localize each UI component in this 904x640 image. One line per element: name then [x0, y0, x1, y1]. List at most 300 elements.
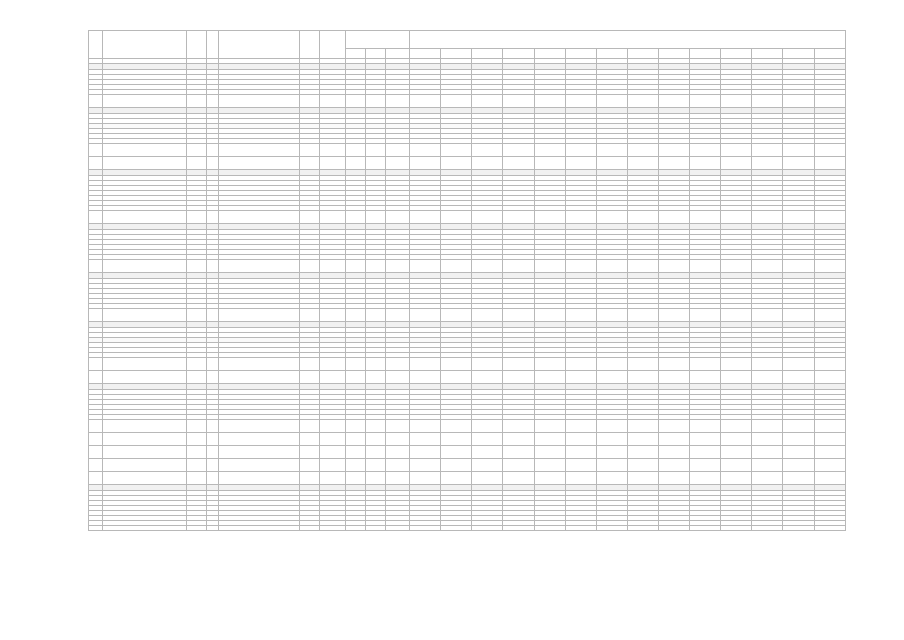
- table-cell: [187, 309, 207, 322]
- table-cell: [472, 95, 503, 108]
- table-cell: [690, 433, 721, 446]
- table-cell: [219, 420, 299, 433]
- table-cell: [503, 526, 534, 531]
- table-cell: [365, 526, 385, 531]
- header-subcell: [627, 49, 658, 59]
- table-cell: [721, 157, 752, 170]
- table-cell: [299, 472, 319, 485]
- table-cell: [814, 144, 845, 157]
- table-cell: [783, 459, 814, 472]
- table-cell: [319, 371, 345, 384]
- table-cell: [814, 526, 845, 531]
- table-cell: [783, 260, 814, 273]
- table-cell: [386, 472, 410, 485]
- table-cell: [345, 526, 365, 531]
- table-cell: [207, 358, 219, 371]
- table-cell: [207, 95, 219, 108]
- table-cell: [319, 358, 345, 371]
- table-cell: [219, 157, 299, 170]
- table-cell: [534, 211, 565, 224]
- table-cell: [207, 157, 219, 170]
- table-row: [89, 144, 846, 157]
- table-cell: [410, 157, 441, 170]
- table-cell: [441, 309, 472, 322]
- table-cell: [441, 260, 472, 273]
- header-subcell: [534, 49, 565, 59]
- table-cell: [365, 472, 385, 485]
- table-cell: [103, 433, 187, 446]
- table-cell: [386, 371, 410, 384]
- table-cell: [187, 157, 207, 170]
- table-cell: [783, 144, 814, 157]
- table-cell: [752, 446, 783, 459]
- table-row: [89, 371, 846, 384]
- table-cell: [783, 358, 814, 371]
- table-cell: [207, 446, 219, 459]
- table-cell: [659, 446, 690, 459]
- table-cell: [565, 144, 596, 157]
- header-subcell: [659, 49, 690, 59]
- table-cell: [503, 211, 534, 224]
- table-cell: [472, 526, 503, 531]
- table-cell: [503, 358, 534, 371]
- table-cell: [89, 95, 103, 108]
- table-cell: [659, 309, 690, 322]
- table-cell: [721, 309, 752, 322]
- table-cell: [565, 472, 596, 485]
- table-cell: [365, 358, 385, 371]
- table-cell: [365, 309, 385, 322]
- table-cell: [345, 144, 365, 157]
- table-cell: [721, 526, 752, 531]
- table-cell: [534, 157, 565, 170]
- table-cell: [89, 420, 103, 433]
- table-cell: [207, 526, 219, 531]
- table-row: [89, 526, 846, 531]
- table-cell: [503, 260, 534, 273]
- table-cell: [386, 433, 410, 446]
- table-cell: [721, 358, 752, 371]
- table-cell: [410, 211, 441, 224]
- table-cell: [441, 144, 472, 157]
- table-cell: [441, 371, 472, 384]
- table-cell: [659, 433, 690, 446]
- table-cell: [814, 472, 845, 485]
- table-cell: [472, 358, 503, 371]
- table-cell: [472, 472, 503, 485]
- table-cell: [690, 358, 721, 371]
- table-cell: [752, 309, 783, 322]
- table-row: [89, 446, 846, 459]
- table-cell: [721, 211, 752, 224]
- table-cell: [187, 260, 207, 273]
- table-cell: [565, 211, 596, 224]
- table-cell: [627, 371, 658, 384]
- table-row: [89, 459, 846, 472]
- table-cell: [410, 433, 441, 446]
- table-cell: [410, 260, 441, 273]
- table-cell: [187, 358, 207, 371]
- table-cell: [472, 433, 503, 446]
- table-cell: [345, 433, 365, 446]
- table-cell: [187, 526, 207, 531]
- table-cell: [386, 260, 410, 273]
- table-cell: [752, 95, 783, 108]
- table-cell: [472, 157, 503, 170]
- header-cell: [319, 31, 345, 59]
- table-cell: [219, 211, 299, 224]
- header-subcell: [386, 49, 410, 59]
- table-cell: [534, 472, 565, 485]
- table-cell: [783, 433, 814, 446]
- table-cell: [534, 433, 565, 446]
- table-cell: [89, 371, 103, 384]
- table-cell: [319, 433, 345, 446]
- table-cell: [386, 211, 410, 224]
- table-cell: [89, 157, 103, 170]
- table-cell: [345, 446, 365, 459]
- table-cell: [441, 526, 472, 531]
- table-cell: [565, 446, 596, 459]
- header-row: [89, 31, 846, 49]
- table-cell: [472, 260, 503, 273]
- table-cell: [441, 420, 472, 433]
- table-cell: [503, 420, 534, 433]
- table-cell: [565, 157, 596, 170]
- table-cell: [472, 446, 503, 459]
- table-cell: [89, 472, 103, 485]
- table-cell: [534, 446, 565, 459]
- table-cell: [410, 371, 441, 384]
- table-cell: [814, 211, 845, 224]
- header-subcell: [410, 49, 441, 59]
- table-cell: [814, 459, 845, 472]
- table-cell: [503, 95, 534, 108]
- header-subcell: [690, 49, 721, 59]
- table-cell: [659, 144, 690, 157]
- table-cell: [627, 144, 658, 157]
- table-cell: [534, 420, 565, 433]
- table-cell: [103, 358, 187, 371]
- indicators-table: [88, 30, 846, 531]
- table-cell: [596, 144, 627, 157]
- table-cell: [565, 358, 596, 371]
- table-cell: [472, 144, 503, 157]
- table-cell: [814, 309, 845, 322]
- table-cell: [503, 309, 534, 322]
- table-cell: [814, 95, 845, 108]
- table-cell: [89, 446, 103, 459]
- table-row: [89, 309, 846, 322]
- table-row: [89, 157, 846, 170]
- table-cell: [814, 260, 845, 273]
- table-cell: [219, 459, 299, 472]
- header-cell: [219, 31, 299, 59]
- table-cell: [659, 95, 690, 108]
- table-cell: [627, 309, 658, 322]
- table-cell: [219, 472, 299, 485]
- table-cell: [89, 459, 103, 472]
- table-cell: [690, 95, 721, 108]
- table-cell: [103, 260, 187, 273]
- table-cell: [721, 459, 752, 472]
- table-cell: [627, 433, 658, 446]
- table-cell: [299, 459, 319, 472]
- table-cell: [187, 446, 207, 459]
- table-cell: [345, 459, 365, 472]
- table-cell: [219, 371, 299, 384]
- table-cell: [783, 371, 814, 384]
- table-cell: [319, 211, 345, 224]
- table-cell: [89, 309, 103, 322]
- table-cell: [472, 420, 503, 433]
- table-cell: [596, 526, 627, 531]
- table-cell: [690, 371, 721, 384]
- table-cell: [627, 472, 658, 485]
- table-cell: [627, 446, 658, 459]
- table-cell: [690, 157, 721, 170]
- table-cell: [345, 472, 365, 485]
- table-cell: [752, 371, 783, 384]
- header-subcell: [721, 49, 752, 59]
- table-row: [89, 420, 846, 433]
- table-cell: [596, 459, 627, 472]
- table-cell: [752, 260, 783, 273]
- table-cell: [187, 144, 207, 157]
- table-cell: [814, 371, 845, 384]
- table-cell: [752, 211, 783, 224]
- table-cell: [319, 95, 345, 108]
- table-cell: [441, 459, 472, 472]
- table-cell: [207, 472, 219, 485]
- table-cell: [565, 260, 596, 273]
- table-cell: [345, 420, 365, 433]
- table-cell: [299, 420, 319, 433]
- table-cell: [365, 157, 385, 170]
- table-cell: [534, 309, 565, 322]
- table-cell: [89, 260, 103, 273]
- table-cell: [319, 309, 345, 322]
- table-cell: [690, 446, 721, 459]
- table-cell: [386, 420, 410, 433]
- table-cell: [386, 157, 410, 170]
- table-cell: [596, 446, 627, 459]
- table-cell: [365, 144, 385, 157]
- table-cell: [627, 358, 658, 371]
- table-cell: [219, 433, 299, 446]
- table-cell: [207, 144, 219, 157]
- table-cell: [207, 371, 219, 384]
- table-cell: [721, 420, 752, 433]
- table-cell: [659, 459, 690, 472]
- table-cell: [187, 211, 207, 224]
- table-cell: [386, 446, 410, 459]
- table-cell: [345, 211, 365, 224]
- table-cell: [410, 358, 441, 371]
- table-cell: [103, 309, 187, 322]
- table-cell: [299, 157, 319, 170]
- table-cell: [659, 358, 690, 371]
- table-cell: [365, 371, 385, 384]
- table-cell: [103, 211, 187, 224]
- table-cell: [319, 472, 345, 485]
- header-cell: [89, 31, 103, 59]
- table-cell: [410, 459, 441, 472]
- table-cell: [721, 95, 752, 108]
- table-cell: [365, 95, 385, 108]
- table-cell: [219, 260, 299, 273]
- table-cell: [299, 309, 319, 322]
- table-cell: [365, 420, 385, 433]
- table-cell: [103, 95, 187, 108]
- table-cell: [721, 472, 752, 485]
- table-cell: [596, 358, 627, 371]
- table-cell: [219, 526, 299, 531]
- table-cell: [365, 459, 385, 472]
- table-cell: [783, 446, 814, 459]
- header-subcell: [345, 49, 365, 59]
- table-cell: [187, 371, 207, 384]
- table-cell: [345, 358, 365, 371]
- table-cell: [596, 433, 627, 446]
- table-cell: [534, 358, 565, 371]
- table-cell: [319, 459, 345, 472]
- table-cell: [721, 371, 752, 384]
- table-cell: [207, 211, 219, 224]
- table-cell: [441, 446, 472, 459]
- table-cell: [319, 526, 345, 531]
- table-cell: [386, 309, 410, 322]
- table-cell: [103, 446, 187, 459]
- table-cell: [89, 144, 103, 157]
- table-cell: [319, 157, 345, 170]
- table-cell: [386, 459, 410, 472]
- table-cell: [534, 371, 565, 384]
- table-row: [89, 211, 846, 224]
- table-cell: [503, 459, 534, 472]
- table-cell: [565, 433, 596, 446]
- table-cell: [386, 526, 410, 531]
- table-cell: [441, 95, 472, 108]
- table-cell: [596, 371, 627, 384]
- table-cell: [814, 157, 845, 170]
- table-body: [89, 64, 846, 531]
- table-cell: [219, 358, 299, 371]
- table-cell: [89, 211, 103, 224]
- table-cell: [752, 433, 783, 446]
- table-cell: [207, 420, 219, 433]
- table-cell: [472, 211, 503, 224]
- table-cell: [503, 472, 534, 485]
- table-cell: [503, 144, 534, 157]
- table-cell: [659, 526, 690, 531]
- table-header: [89, 31, 846, 64]
- table-cell: [752, 420, 783, 433]
- table-cell: [103, 472, 187, 485]
- table-cell: [103, 459, 187, 472]
- table-cell: [472, 371, 503, 384]
- table-cell: [659, 157, 690, 170]
- table-cell: [410, 472, 441, 485]
- table-cell: [783, 526, 814, 531]
- table-cell: [659, 211, 690, 224]
- table-cell: [207, 260, 219, 273]
- table-cell: [659, 472, 690, 485]
- table-cell: [207, 309, 219, 322]
- table-cell: [441, 211, 472, 224]
- table-cell: [345, 260, 365, 273]
- table-cell: [441, 157, 472, 170]
- table-cell: [752, 358, 783, 371]
- table-cell: [627, 157, 658, 170]
- table-cell: [441, 472, 472, 485]
- table-cell: [472, 459, 503, 472]
- table-cell: [783, 420, 814, 433]
- table-cell: [690, 472, 721, 485]
- table-cell: [410, 309, 441, 322]
- header-subcell: [565, 49, 596, 59]
- table-cell: [690, 420, 721, 433]
- table-cell: [187, 472, 207, 485]
- table-cell: [410, 420, 441, 433]
- table-row: [89, 472, 846, 485]
- table-cell: [299, 446, 319, 459]
- table-cell: [534, 144, 565, 157]
- table-cell: [534, 526, 565, 531]
- table-row: [89, 433, 846, 446]
- table-cell: [103, 420, 187, 433]
- table-row: [89, 260, 846, 273]
- table-cell: [534, 260, 565, 273]
- table-cell: [627, 420, 658, 433]
- table-cell: [752, 157, 783, 170]
- table-cell: [299, 144, 319, 157]
- table-cell: [627, 95, 658, 108]
- table-cell: [103, 526, 187, 531]
- table-cell: [187, 95, 207, 108]
- table-cell: [596, 309, 627, 322]
- table-cell: [207, 459, 219, 472]
- header-cell: [187, 31, 207, 59]
- header-subcell: [503, 49, 534, 59]
- header-group-cell: [410, 31, 846, 49]
- program-table: [88, 30, 846, 615]
- table-cell: [472, 309, 503, 322]
- table-cell: [299, 526, 319, 531]
- table-cell: [187, 433, 207, 446]
- table-cell: [814, 433, 845, 446]
- table-cell: [345, 95, 365, 108]
- table-cell: [503, 433, 534, 446]
- table-cell: [721, 144, 752, 157]
- header-group-cell: [345, 31, 409, 49]
- table-cell: [534, 459, 565, 472]
- table-cell: [219, 95, 299, 108]
- table-cell: [627, 459, 658, 472]
- table-cell: [596, 260, 627, 273]
- table-cell: [596, 472, 627, 485]
- table-row: [89, 95, 846, 108]
- table-cell: [441, 358, 472, 371]
- header-subcell: [596, 49, 627, 59]
- table-cell: [752, 144, 783, 157]
- table-cell: [299, 95, 319, 108]
- table-cell: [752, 459, 783, 472]
- table-cell: [659, 420, 690, 433]
- header-cell: [299, 31, 319, 59]
- table-row: [89, 358, 846, 371]
- table-cell: [365, 446, 385, 459]
